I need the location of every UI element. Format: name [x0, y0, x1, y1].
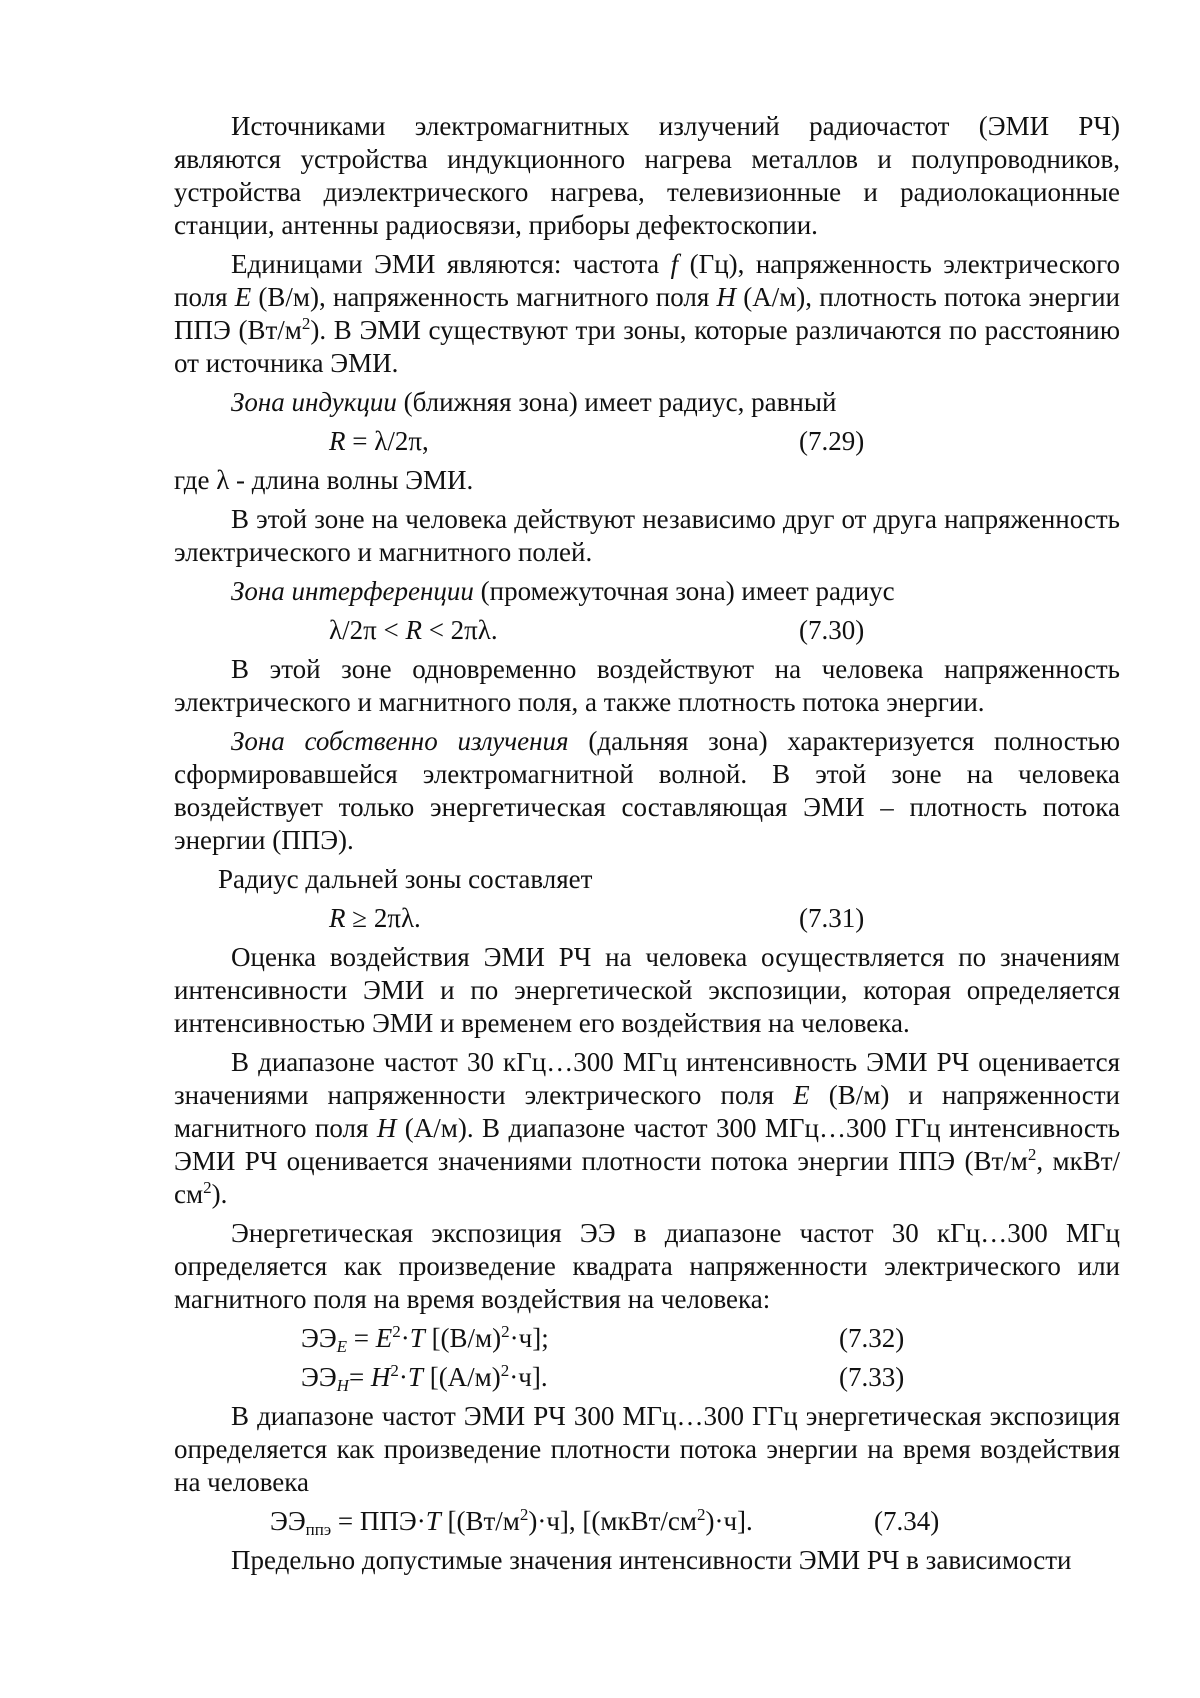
document-page [174, 110, 1120, 1583]
text: ). В ЭМИ существуют три зоны, которые различаются по расстоянию от источника ЭМИ. [174, 315, 1120, 378]
text: (промежуточная зона) имеет радиус [473, 576, 895, 606]
equation-expression [270, 1505, 753, 1538]
equation-7-33 [174, 1361, 1120, 1394]
superscript: 2 [390, 1361, 399, 1380]
paragraph-frequency-ranges [174, 1046, 1120, 1211]
symbol-T: T [407, 1362, 423, 1392]
text: (ближняя зона) имеет радиус, равный [396, 387, 837, 417]
subscript [337, 1337, 347, 1356]
text: (В/м) и напряженности магнитного поля [174, 1080, 1121, 1143]
symbol-E: E [793, 1080, 810, 1110]
text: = ППЭ· [331, 1506, 426, 1536]
paragraph-radiation-zone [174, 725, 1120, 857]
text: = λ/2π, [345, 426, 429, 456]
subscript [337, 1376, 349, 1395]
paragraph-lambda-def: где λ - длина волны ЭМИ. [174, 465, 474, 495]
superscript: 2 [501, 1322, 510, 1341]
term-radiation-zone: Зона собственно излучения [231, 726, 569, 756]
symbol-H: H [376, 1113, 397, 1143]
paragraph-induction-zone [174, 386, 1120, 419]
paragraph-energy-exposure: Энергетическая экспозиция ЭЭ в диапазоне частот 30 кГц…300 МГц определяется как произведение квадрата напряженности электрического или магнитного поля на время воздействия на человека: [174, 1218, 1120, 1314]
text: ЭЭ [301, 1323, 337, 1353]
paragraph-assessment: Оценка воздействия ЭМИ РЧ на человека осуществляется по значениям интенсивности ЭМИ и по энергетической экспозиции, которая определяется интенсивностью ЭМИ и временем его воздействия на человека. [174, 942, 1120, 1038]
text: Единицами ЭМИ являются: частота [231, 249, 671, 279]
symbol-H: H [716, 282, 736, 312]
equation-number: (7.30) [799, 615, 865, 645]
equation-number: (7.29) [799, 426, 865, 456]
equation-7-31 [174, 902, 1120, 935]
equation-number: (7.34) [874, 1506, 940, 1536]
superscript: 2 [203, 1178, 212, 1197]
symbol-R: R [329, 426, 346, 456]
text: , мкВт/см [174, 1146, 1120, 1209]
text: [(Вт/м [440, 1506, 520, 1536]
symbol-H: H [370, 1362, 391, 1392]
subscript-symbol: H [336, 1376, 349, 1395]
text: (В/м), напряженность магнитного поля [251, 282, 717, 312]
equation-expression [301, 1361, 548, 1394]
paragraph-interference-effect: В этой зоне одновременно воздействуют на человека напряженность электрического и магнитного поля, а также плотность потока энергии. [174, 654, 1120, 717]
text: В диапазоне частот 30 кГц…300 МГц интенсивность ЭМИ РЧ оценивается значениями напряженности электрического поля [174, 1047, 1120, 1110]
paragraph-units [174, 248, 1120, 380]
text: = [347, 1323, 376, 1353]
equation-number: (7.31) [799, 903, 865, 933]
symbol-R: R [329, 903, 346, 933]
text: ЭЭ [270, 1506, 306, 1536]
symbol-f: f [670, 249, 679, 279]
text: = [348, 1362, 371, 1392]
symbol-E: E [234, 282, 252, 312]
subscript-symbol: E [336, 1337, 348, 1356]
symbol-T: T [409, 1323, 425, 1353]
superscript: 2 [519, 1505, 529, 1524]
superscript: 2 [697, 1505, 706, 1524]
text: (дальняя зона) характеризуется полностью сформировавшейся электромагнитной волной. В этой зоне на человека воздействует только энергетическая составляющая ЭМИ – плотность потока энергии (ППЭ). [174, 726, 1120, 855]
text: ЭЭ [301, 1362, 337, 1392]
text: λ/2π < [329, 615, 406, 645]
symbol-E: E [375, 1323, 393, 1353]
text: · [398, 1362, 408, 1392]
text: )·ч], [(мкВт/см [528, 1506, 697, 1536]
equation-expression [329, 902, 421, 935]
text: (А/м). В диапазоне частот 300 МГц…300 ГГц интенсивность ЭМИ РЧ оценивается значениями плотности потока энергии ППЭ (Вт/м [174, 1113, 1120, 1176]
subscript: ппэ [305, 1520, 332, 1539]
text: [(А/м) [422, 1362, 501, 1392]
equation-7-29 [174, 425, 1120, 458]
paragraph-limits: Предельно допустимые значения интенсивности ЭМИ РЧ в зависимости [231, 1545, 1072, 1575]
term-interference-zone: Зона интерференции [231, 576, 474, 606]
equation-number: (7.32) [839, 1323, 905, 1353]
equation-number: (7.33) [839, 1362, 905, 1392]
paragraph-far-zone-radius: Радиус дальней зоны составляет [218, 864, 593, 894]
text: < 2πλ. [421, 615, 498, 645]
paragraph-high-frequency-exposure: В диапазоне частот ЭМИ РЧ 300 МГц…300 ГГц энергетическая экспозиция определяется как произведение плотности потока энергии на время воздействия на человека [174, 1401, 1120, 1497]
equation-expression [301, 1322, 549, 1355]
equation-expression [329, 425, 429, 458]
symbol-T: T [425, 1506, 441, 1536]
text: ). [211, 1179, 228, 1209]
text: (Гц), напряженность электрического поля [174, 249, 1120, 312]
text: (А/м), плотность потока энергии ППЭ (Вт/м [174, 282, 1120, 345]
superscript: 2 [301, 314, 311, 333]
paragraph-induction-effect: В этой зоне на человека действуют независимо друг от друга напряженность электрического и магнитного полей. [174, 504, 1120, 567]
paragraph-sources: Источниками электромагнитных излучений радиочастот (ЭМИ РЧ) являются устройства индукционного нагрева металлов и полупроводников, устройства диэлектрического нагрева, телевизионные и радиолокационные станции, антенны радиосвязи, приборы дефектоскопии. [174, 111, 1120, 240]
equation-7-32 [174, 1322, 1120, 1355]
symbol-R: R [405, 615, 422, 645]
text: · [400, 1323, 410, 1353]
text: ·ч]. [509, 1362, 548, 1392]
text: ≥ 2πλ. [345, 903, 421, 933]
paragraph-interference-zone [174, 575, 1120, 608]
term-induction-zone: Зона индукции [231, 387, 397, 417]
superscript: 2 [392, 1322, 401, 1341]
text: ·ч]; [509, 1323, 549, 1353]
superscript: 2 [500, 1361, 510, 1380]
equation-7-30 [174, 614, 1120, 647]
superscript: 2 [1027, 1145, 1037, 1164]
equation-expression [329, 614, 498, 647]
equation-7-34 [174, 1505, 1120, 1538]
text: )·ч]. [705, 1506, 753, 1536]
text: [(В/м) [424, 1323, 502, 1353]
